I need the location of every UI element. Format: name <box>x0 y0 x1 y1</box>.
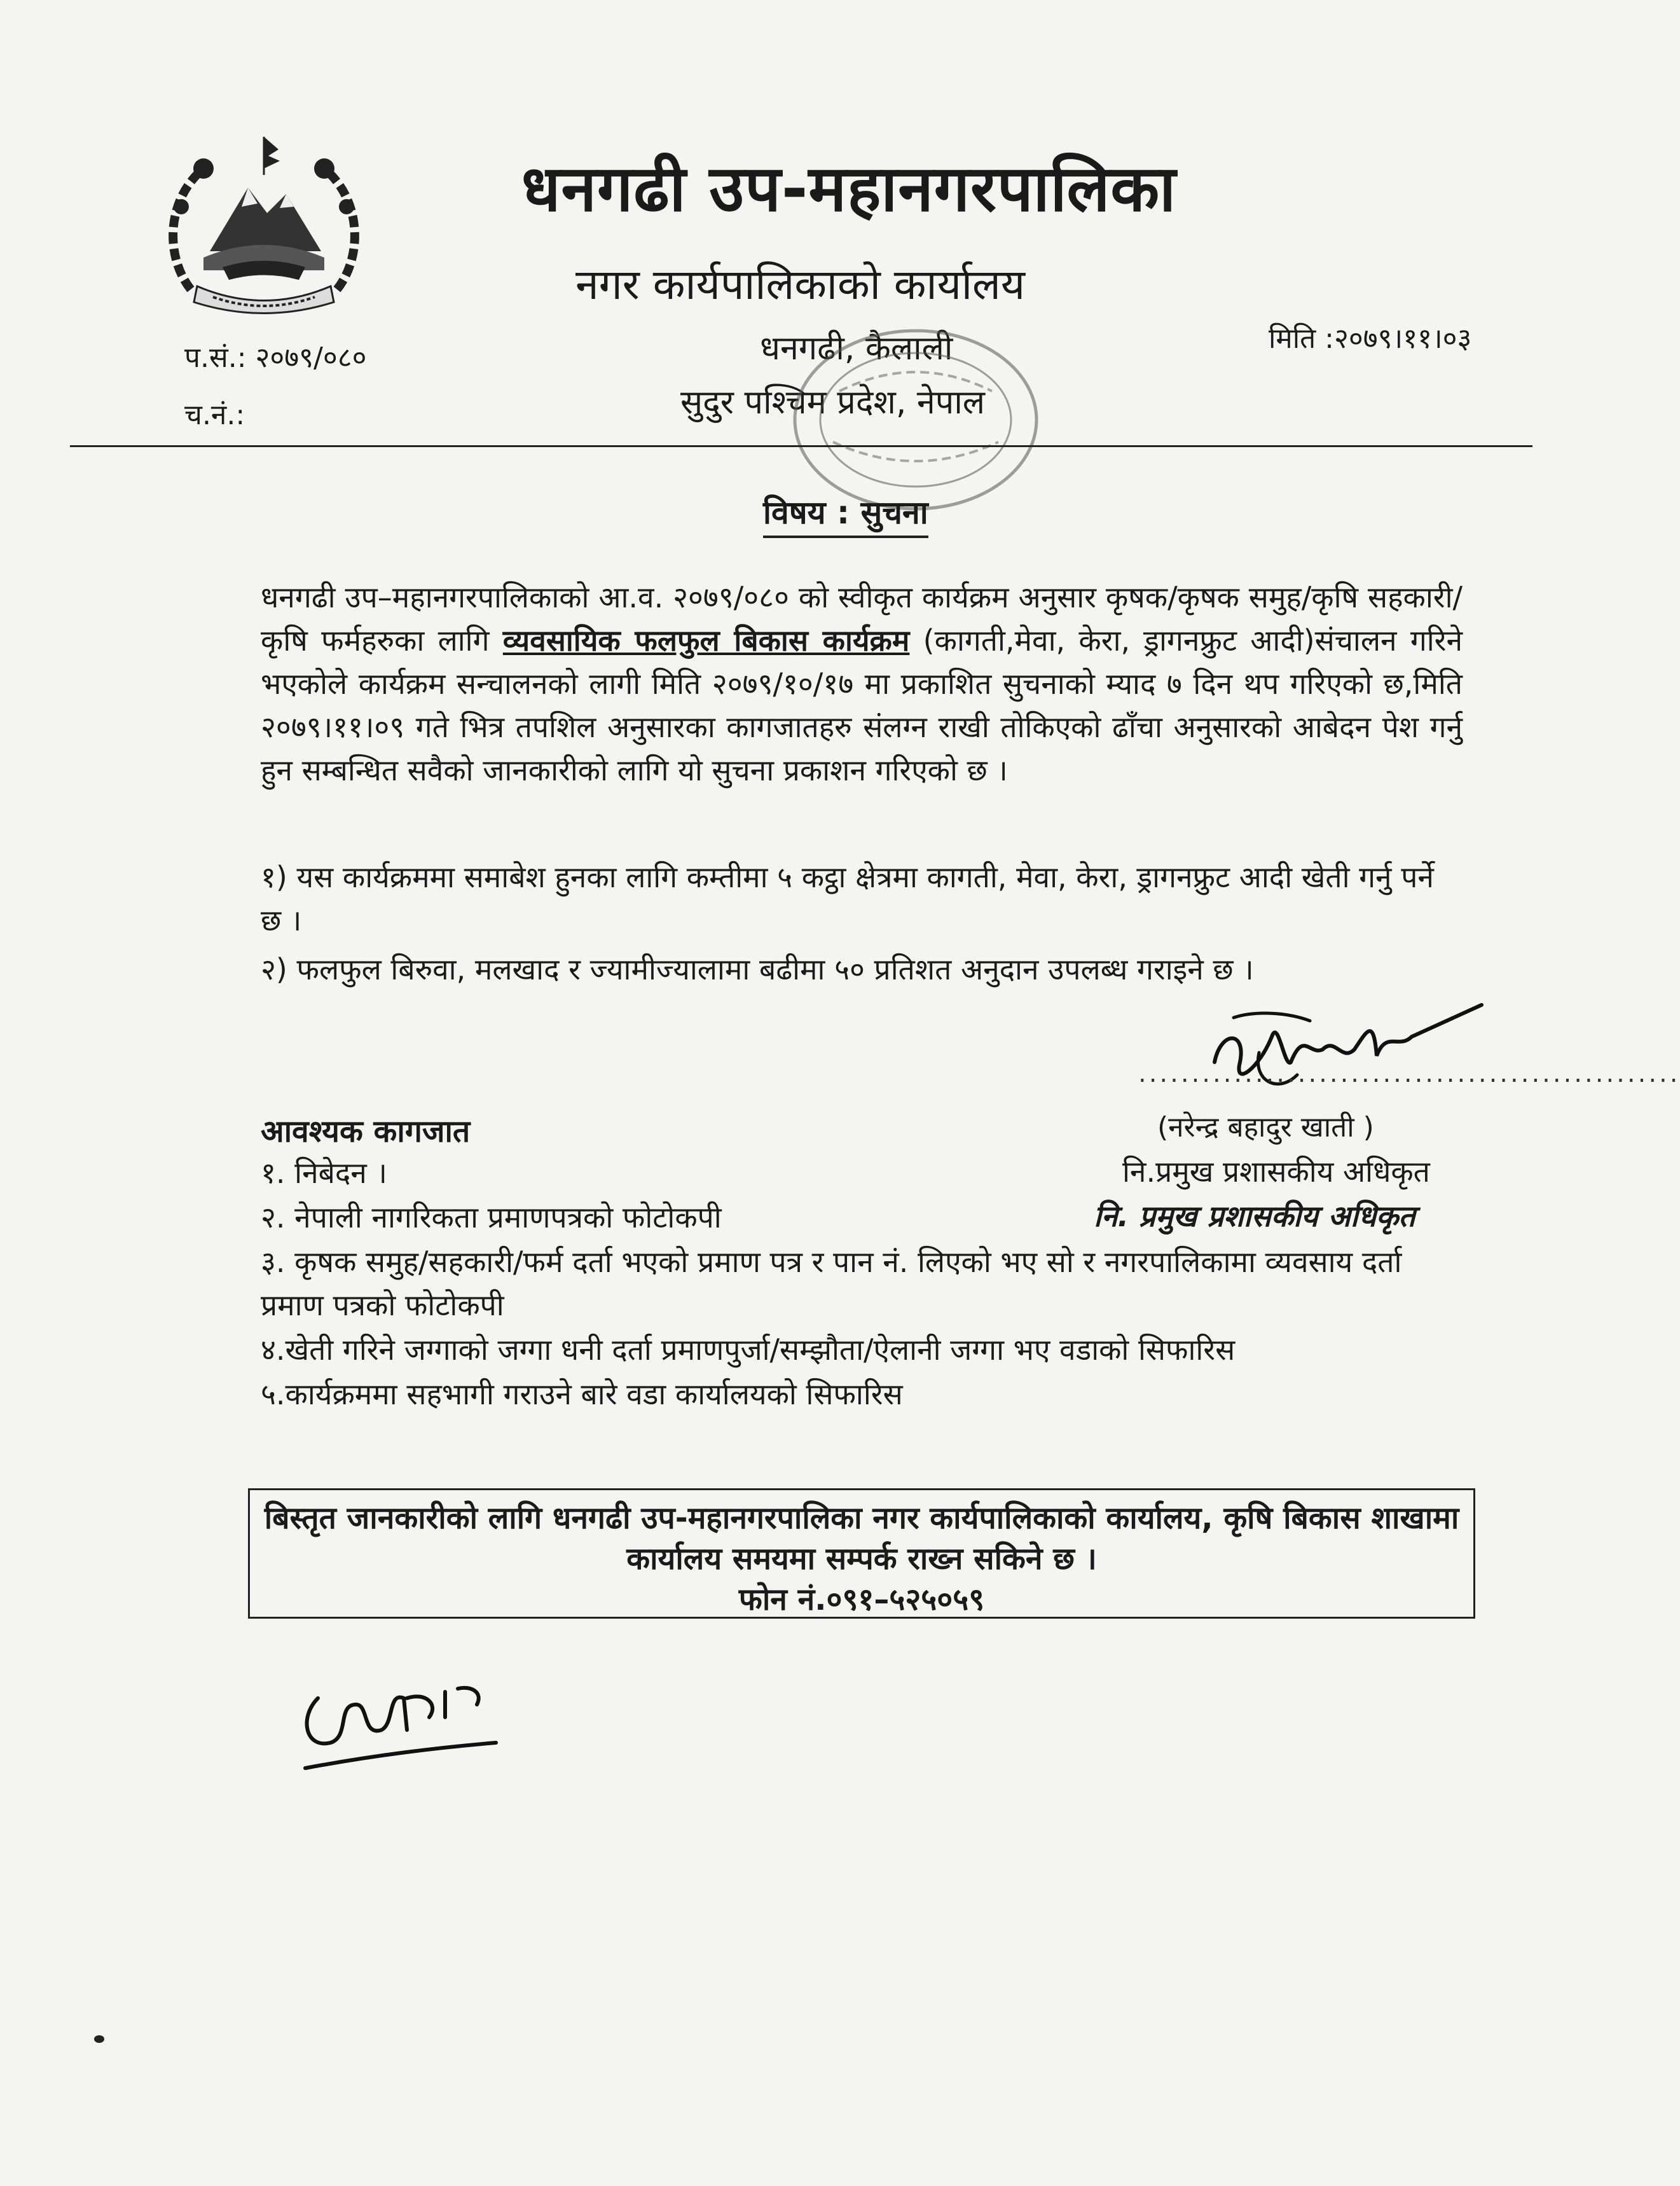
address-line-1: धनगढी, कैलाली <box>760 329 953 368</box>
dispatch-number: च.नं.: <box>184 399 245 431</box>
document-item: २. नेपाली नागरिकता प्रमाणपत्रको फोटोकपी <box>261 1200 722 1235</box>
body-text-after: (कागती,मेवा, केरा, ड्रागनफ्रुट आदी)संचालन गरिने भएकोले कार्यक्रम सन्चालनको लागी मिति २०७९/१०/१७ मा प्रकाशित सुचनाको म्याद ७ दिन थप गरिएको छ,मिति २०७९।११।०९ गते भित्र तपशिल अनुसारका कागजातहरु संलग्न राखी तोकिएको ढाँचा अनुसारको आबेदन पेश गर्नु हुन सम्बन्धित सवैको जानकारीको लागि यो सुचना प्रकाशन गरिएको छ । <box>261 623 1463 787</box>
document-item: ३. कृषक समुह/सहकारी/फर्म दर्ता भएको प्रमाण पत्र र पान नं. लिएको भए सो र नगरपालिकामा व्यवसाय दर्ता प्रमाण पत्रको फोटोकपी <box>261 1245 1402 1322</box>
contact-info-box <box>248 1488 1475 1619</box>
officer-signature-icon <box>1195 992 1501 1107</box>
body-text-before: धनगढी उप–महानगरपालिकाको आ.व. २०७९/०८० को स्वीकृत कार्यक्रम अनुसार कृषक/कृषक समुह/कृषि सहकारी/कृषि फर्महरुका लागि <box>261 580 1463 658</box>
program-name: व्यवसायिक फलफुल बिकास कार्यक्रम <box>502 623 910 658</box>
signatory-name: (नरेन्द्र बहादुर खाती ) <box>1157 1111 1374 1144</box>
signatory-stamp: नि. प्रमुख प्रशासकीय अधिकृत <box>1094 1199 1415 1233</box>
address-line-2: सुदुर पश्चिम प्रदेश, नेपाल <box>680 384 986 422</box>
contact-phone: फोन नं.०९१–५२५०५९ <box>738 1582 985 1617</box>
document-item: ४.खेती गरिने जग्गाको जग्गा धनी दर्ता प्रमाणपुर्जा/सम्झौता/ऐलानी जग्गा भए वडाको सिफारिस <box>261 1332 1236 1367</box>
signatory-title: नि.प्रमुख प्रशासकीय अधिकृत <box>1122 1154 1430 1189</box>
scan-speck <box>94 2035 104 2043</box>
initial-signature-icon <box>293 1654 509 1781</box>
organization-title: धनगढी उप-महानगरपालिका <box>521 151 1177 226</box>
nepal-government-emblem-icon <box>153 130 375 328</box>
condition-item: २) फलफुल बिरुवा, मलखाद र ज्यामीज्यालामा बढीमा ५० प्रतिशत अनुदान उपलब्ध गराइने छ । <box>261 952 1254 986</box>
subject-heading: विषय : सुचना <box>763 490 928 538</box>
condition-item: १) यस कार्यक्रममा समाबेश हुनका लागि कम्तीमा ५ कट्ठा क्षेत्रमा कागती, मेवा, केरा, ड्रागनफ्रुट आदी खेती गर्नु पर्ने छ । <box>261 860 1434 937</box>
signature-line: ................................................... <box>1138 1059 1680 1088</box>
letter-date: मिति :२०७९।११।०३ <box>1269 322 1472 355</box>
office-title: नगर कार्यपालिकाको कार्यालय <box>575 260 1025 309</box>
header-divider <box>70 445 1532 447</box>
document-item: ५.कार्यक्रममा सहभागी गराउने बारे वडा कार्यालयको सिफारिस <box>261 1377 903 1411</box>
reference-number: प.सं.: २०७९/०८० <box>184 342 367 374</box>
contact-info-text: बिस्तृत जानकारीको लागि धनगढी उप-महानगरपालिका नगर कार्यपालिकाको कार्यालय, कृषि बिकास शाखामा कार्यालय समयमा सम्पर्क राख्न सकिने छ । <box>264 1500 1459 1577</box>
document-item: १. निबेदन । <box>261 1156 387 1190</box>
required-documents-heading: आवश्यक कागजात <box>261 1114 471 1149</box>
notice-body <box>261 576 1463 792</box>
